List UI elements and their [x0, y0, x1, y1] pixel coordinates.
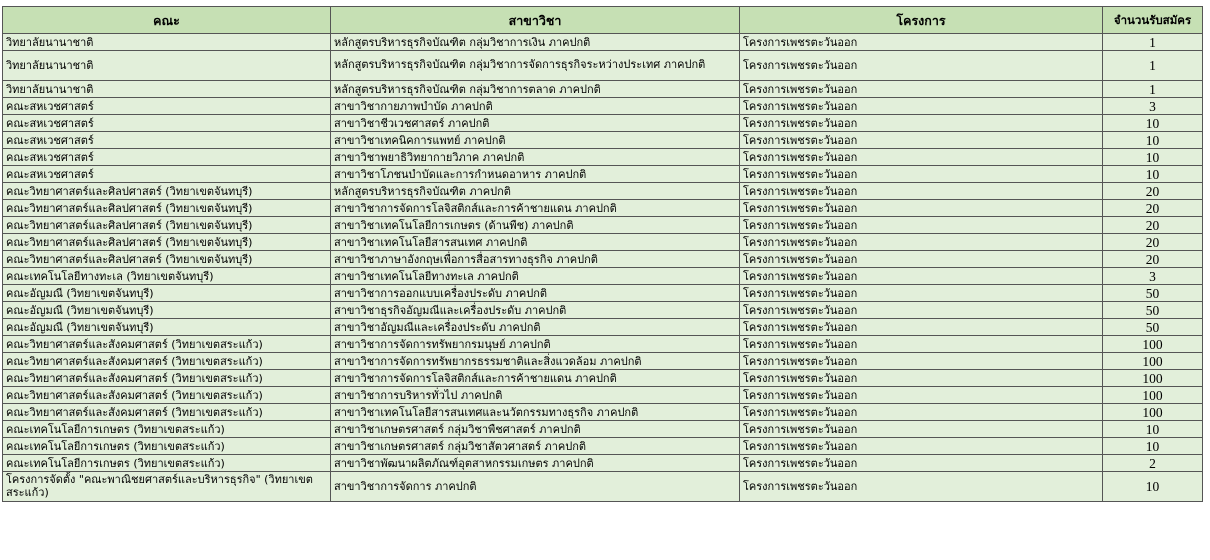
table-row [3, 472, 1203, 502]
faculty-cell: คณะวิทยาศาสตร์และสังคมศาสตร์ (วิทยาเขตสระแก้ว) [3, 387, 331, 404]
major-cell: สาขาวิชาการจัดการโลจิสติกส์และการค้าชายแดน ภาคปกติ [331, 200, 740, 217]
count-cell: 10 [1103, 149, 1203, 166]
table-header [3, 7, 1203, 34]
faculty-cell: โครงการจัดตั้ง "คณะพาณิชยศาสตร์และบริหารธุรกิจ" (วิทยาเขตสระแก้ว) [3, 472, 331, 502]
count-cell: 100 [1103, 336, 1203, 353]
project-cell: โครงการเพชรตะวันออก [740, 387, 1103, 404]
count-cell: 10 [1103, 166, 1203, 183]
table-row [3, 166, 1203, 183]
project-cell: โครงการเพชรตะวันออก [740, 115, 1103, 132]
count-cell: 10 [1103, 115, 1203, 132]
faculty-cell: คณะวิทยาศาสตร์และศิลปศาสตร์ (วิทยาเขตจันทบุรี) [3, 200, 331, 217]
table-row [3, 268, 1203, 285]
project-cell: โครงการเพชรตะวันออก [740, 421, 1103, 438]
count-cell: 100 [1103, 404, 1203, 421]
count-cell: 10 [1103, 421, 1203, 438]
project-cell: โครงการเพชรตะวันออก [740, 336, 1103, 353]
major-cell: สาขาวิชาการจัดการทรัพยากรธรรมชาติและสิ่งแวดล้อม ภาคปกติ [331, 353, 740, 370]
major-cell: สาขาวิชากายภาพบำบัด ภาคปกติ [331, 98, 740, 115]
major-cell: สาขาวิชาการจัดการโลจิสติกส์และการค้าชายแดน ภาคปกติ [331, 370, 740, 387]
table-row [3, 51, 1203, 81]
count-cell: 1 [1103, 51, 1203, 81]
count-cell: 10 [1103, 132, 1203, 149]
count-cell: 1 [1103, 34, 1203, 51]
count-cell: 100 [1103, 370, 1203, 387]
table-row [3, 34, 1203, 51]
major-cell: สาขาวิชาเทคโนโลยีสารสนเทศ ภาคปกติ [331, 234, 740, 251]
major-cell: สาขาวิชาการจัดการทรัพยากรมนุษย์ ภาคปกติ [331, 336, 740, 353]
table-row [3, 115, 1203, 132]
header-faculty: คณะ [3, 7, 331, 34]
project-cell: โครงการเพชรตะวันออก [740, 404, 1103, 421]
table-row [3, 353, 1203, 370]
admission-quota-table [2, 6, 1203, 502]
table-row [3, 319, 1203, 336]
major-cell: สาขาวิชาเกษตรศาสตร์ กลุ่มวิชาพืชศาสตร์ ภาคปกติ [331, 421, 740, 438]
table-row [3, 251, 1203, 268]
major-cell: สาขาวิชาอัญมณีและเครื่องประดับ ภาคปกติ [331, 319, 740, 336]
table-row [3, 302, 1203, 319]
major-cell: หลักสูตรบริหารธุรกิจบัณฑิต กลุ่มวิชาการตลาด ภาคปกติ [331, 81, 740, 98]
table-row [3, 234, 1203, 251]
table-body [3, 34, 1203, 502]
major-cell: สาขาวิชาการบริหารทั่วไป ภาคปกติ [331, 387, 740, 404]
faculty-cell: คณะสหเวชศาสตร์ [3, 115, 331, 132]
project-cell: โครงการเพชรตะวันออก [740, 183, 1103, 200]
faculty-cell: คณะวิทยาศาสตร์และศิลปศาสตร์ (วิทยาเขตจันทบุรี) [3, 234, 331, 251]
project-cell: โครงการเพชรตะวันออก [740, 438, 1103, 455]
table-row [3, 81, 1203, 98]
faculty-cell: วิทยาลัยนานาชาติ [3, 51, 331, 81]
count-cell: 3 [1103, 268, 1203, 285]
project-cell: โครงการเพชรตะวันออก [740, 353, 1103, 370]
faculty-cell: คณะอัญมณี (วิทยาเขตจันทบุรี) [3, 319, 331, 336]
faculty-cell: คณะวิทยาศาสตร์และสังคมศาสตร์ (วิทยาเขตสระแก้ว) [3, 404, 331, 421]
major-cell: สาขาวิชาการออกแบบเครื่องประดับ ภาคปกติ [331, 285, 740, 302]
project-cell: โครงการเพชรตะวันออก [740, 319, 1103, 336]
header-major: สาขาวิชา [331, 7, 740, 34]
project-cell: โครงการเพชรตะวันออก [740, 81, 1103, 98]
table-row [3, 200, 1203, 217]
count-cell: 20 [1103, 251, 1203, 268]
major-cell: สาขาวิชาธุรกิจอัญมณีและเครื่องประดับ ภาคปกติ [331, 302, 740, 319]
project-cell: โครงการเพชรตะวันออก [740, 455, 1103, 472]
major-cell: สาขาวิชาเทคโนโลยีการเกษตร (ด้านพืช) ภาคปกติ [331, 217, 740, 234]
major-cell: สาขาวิชาชีวเวชศาสตร์ ภาคปกติ [331, 115, 740, 132]
table-row [3, 285, 1203, 302]
header-row [3, 7, 1203, 34]
project-cell: โครงการเพชรตะวันออก [740, 251, 1103, 268]
faculty-cell: คณะอัญมณี (วิทยาเขตจันทบุรี) [3, 302, 331, 319]
count-cell: 10 [1103, 438, 1203, 455]
count-cell: 50 [1103, 319, 1203, 336]
faculty-cell: คณะสหเวชศาสตร์ [3, 166, 331, 183]
faculty-cell: คณะเทคโนโลยีทางทะเล (วิทยาเขตจันทบุรี) [3, 268, 331, 285]
table-row [3, 438, 1203, 455]
table-row [3, 149, 1203, 166]
project-cell: โครงการเพชรตะวันออก [740, 51, 1103, 81]
table-row [3, 387, 1203, 404]
major-cell: สาขาวิชาภาษาอังกฤษเพื่อการสื่อสารทางธุรกิจ ภาคปกติ [331, 251, 740, 268]
major-cell: สาขาวิชาการจัดการ ภาคปกติ [331, 472, 740, 502]
faculty-cell: คณะวิทยาศาสตร์และศิลปศาสตร์ (วิทยาเขตจันทบุรี) [3, 183, 331, 200]
major-cell: สาขาวิชาพัฒนาผลิตภัณฑ์อุตสาหกรรมเกษตร ภาคปกติ [331, 455, 740, 472]
major-cell: สาขาวิชาเทคโนโลยีสารสนเทศและนวัตกรรมทางธุรกิจ ภาคปกติ [331, 404, 740, 421]
count-cell: 20 [1103, 200, 1203, 217]
table-row [3, 370, 1203, 387]
table-row [3, 132, 1203, 149]
major-cell: หลักสูตรบริหารธุรกิจบัณฑิต ภาคปกติ [331, 183, 740, 200]
project-cell: โครงการเพชรตะวันออก [740, 98, 1103, 115]
project-cell: โครงการเพชรตะวันออก [740, 34, 1103, 51]
count-cell: 20 [1103, 234, 1203, 251]
count-cell: 100 [1103, 353, 1203, 370]
major-cell: สาขาวิชาเทคโนโลยีทางทะเล ภาคปกติ [331, 268, 740, 285]
faculty-cell: คณะเทคโนโลยีการเกษตร (วิทยาเขตสระแก้ว) [3, 438, 331, 455]
table-row [3, 183, 1203, 200]
project-cell: โครงการเพชรตะวันออก [740, 132, 1103, 149]
faculty-cell: คณะสหเวชศาสตร์ [3, 98, 331, 115]
major-cell: สาขาวิชาโภชนบำบัดและการกำหนดอาหาร ภาคปกติ [331, 166, 740, 183]
major-cell: หลักสูตรบริหารธุรกิจบัณฑิต กลุ่มวิชาการจัดการธุรกิจระหว่างประเทศ ภาคปกติ [331, 51, 740, 81]
project-cell: โครงการเพชรตะวันออก [740, 166, 1103, 183]
header-project: โครงการ [740, 7, 1103, 34]
faculty-cell: วิทยาลัยนานาชาติ [3, 81, 331, 98]
faculty-cell: คณะวิทยาศาสตร์และสังคมศาสตร์ (วิทยาเขตสระแก้ว) [3, 353, 331, 370]
faculty-cell: คณะสหเวชศาสตร์ [3, 132, 331, 149]
major-cell: สาขาวิชาเกษตรศาสตร์ กลุ่มวิชาสัตวศาสตร์ ภาคปกติ [331, 438, 740, 455]
table-row [3, 455, 1203, 472]
faculty-cell: คณะเทคโนโลยีการเกษตร (วิทยาเขตสระแก้ว) [3, 455, 331, 472]
table-row [3, 98, 1203, 115]
faculty-cell: คณะวิทยาศาสตร์และศิลปศาสตร์ (วิทยาเขตจันทบุรี) [3, 217, 331, 234]
major-cell: สาขาวิชาพยาธิวิทยากายวิภาค ภาคปกติ [331, 149, 740, 166]
major-cell: สาขาวิชาเทคนิคการแพทย์ ภาคปกติ [331, 132, 740, 149]
project-cell: โครงการเพชรตะวันออก [740, 370, 1103, 387]
project-cell: โครงการเพชรตะวันออก [740, 285, 1103, 302]
count-cell: 20 [1103, 183, 1203, 200]
count-cell: 20 [1103, 217, 1203, 234]
project-cell: โครงการเพชรตะวันออก [740, 200, 1103, 217]
faculty-cell: วิทยาลัยนานาชาติ [3, 34, 331, 51]
faculty-cell: คณะวิทยาศาสตร์และสังคมศาสตร์ (วิทยาเขตสระแก้ว) [3, 370, 331, 387]
table-row [3, 404, 1203, 421]
count-cell: 2 [1103, 455, 1203, 472]
count-cell: 1 [1103, 81, 1203, 98]
faculty-cell: คณะวิทยาศาสตร์และสังคมศาสตร์ (วิทยาเขตสระแก้ว) [3, 336, 331, 353]
project-cell: โครงการเพชรตะวันออก [740, 268, 1103, 285]
faculty-cell: คณะเทคโนโลยีการเกษตร (วิทยาเขตสระแก้ว) [3, 421, 331, 438]
table-row [3, 217, 1203, 234]
project-cell: โครงการเพชรตะวันออก [740, 149, 1103, 166]
count-cell: 50 [1103, 285, 1203, 302]
project-cell: โครงการเพชรตะวันออก [740, 472, 1103, 502]
faculty-cell: คณะอัญมณี (วิทยาเขตจันทบุรี) [3, 285, 331, 302]
table-row [3, 421, 1203, 438]
count-cell: 3 [1103, 98, 1203, 115]
header-count: จำนวนรับสมัคร [1103, 7, 1203, 34]
faculty-cell: คณะสหเวชศาสตร์ [3, 149, 331, 166]
count-cell: 10 [1103, 472, 1203, 502]
count-cell: 100 [1103, 387, 1203, 404]
project-cell: โครงการเพชรตะวันออก [740, 234, 1103, 251]
project-cell: โครงการเพชรตะวันออก [740, 217, 1103, 234]
major-cell: หลักสูตรบริหารธุรกิจบัณฑิต กลุ่มวิชาการเงิน ภาคปกติ [331, 34, 740, 51]
faculty-cell: คณะวิทยาศาสตร์และศิลปศาสตร์ (วิทยาเขตจันทบุรี) [3, 251, 331, 268]
clipped-page-title [606, 0, 726, 4]
project-cell: โครงการเพชรตะวันออก [740, 302, 1103, 319]
count-cell: 50 [1103, 302, 1203, 319]
table-row [3, 336, 1203, 353]
